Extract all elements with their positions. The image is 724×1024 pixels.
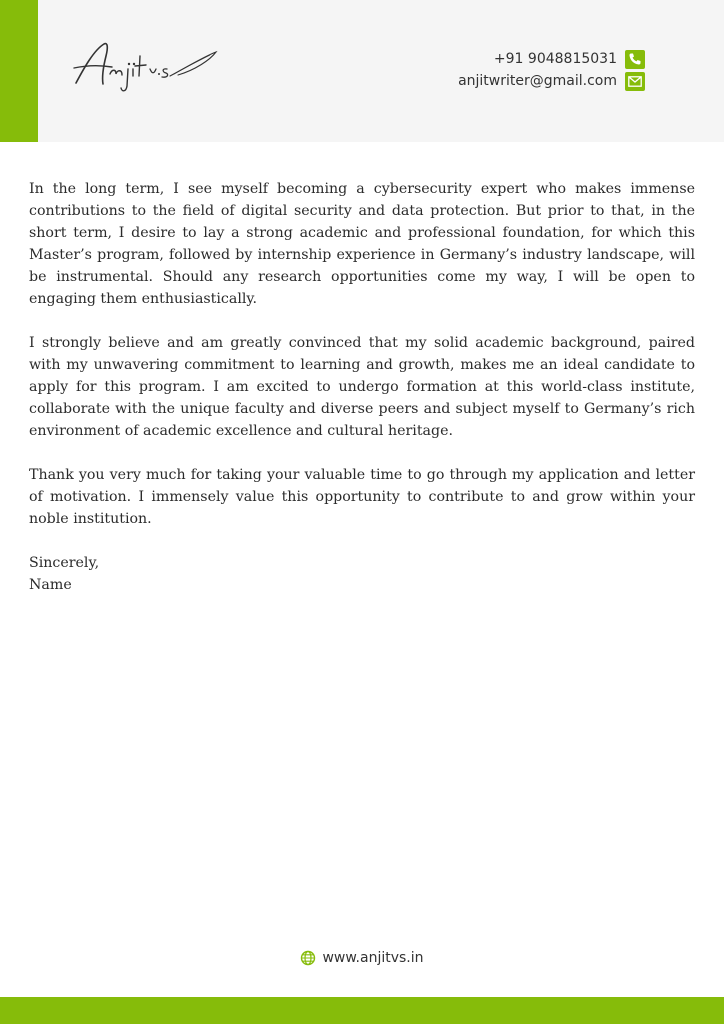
paragraph: I strongly believe and am greatly convinced that my solid academic background, paired with my unwavering commitment to learning and growth, makes me an ideal candidate to apply for this program. I am excited to undergo formation at this world-class institute, collaborate with the unique faculty and diverse peers and subject myself to Germany’s rich environment of academic excellence and cultural heritage. bbox=[29, 335, 695, 439]
globe-icon bbox=[300, 950, 316, 966]
email-row bbox=[458, 70, 645, 92]
phone-icon bbox=[625, 50, 645, 69]
paragraph: Thank you very much for taking your valuable time to go through my application and letter of motivation. I immensely value this opportunity to contribute to and grow within your noble institution. bbox=[29, 467, 695, 527]
phone-text: +91 9048815031 bbox=[493, 51, 617, 67]
signature-logo bbox=[70, 38, 230, 98]
accent-bar bbox=[0, 0, 38, 142]
signer-name: Name bbox=[29, 577, 72, 593]
letterhead-header bbox=[0, 0, 724, 142]
website-link[interactable]: www.anjitvs.in bbox=[322, 950, 424, 966]
paragraph: In the long term, I see myself becoming a cybersecurity expert who makes immense contributions to the field of digital security and data protection. But prior to that, in the short term, I desire to lay a strong academic and professional foundation, for which this Master’s program, followed by internship experience in Germany’s industry landscape, will be instrumental. Should any research opportunities come my way, I will be open to engaging them enthusiastically. bbox=[29, 181, 695, 307]
letter-body bbox=[29, 178, 695, 596]
closing-salutation: Sincerely, bbox=[29, 555, 100, 571]
phone-row bbox=[458, 48, 645, 70]
footer-website bbox=[0, 950, 724, 966]
footer-accent-bar bbox=[0, 997, 724, 1024]
email-text: anjitwriter@gmail.com bbox=[458, 73, 617, 89]
mail-icon bbox=[625, 72, 645, 91]
contact-block bbox=[458, 48, 645, 92]
